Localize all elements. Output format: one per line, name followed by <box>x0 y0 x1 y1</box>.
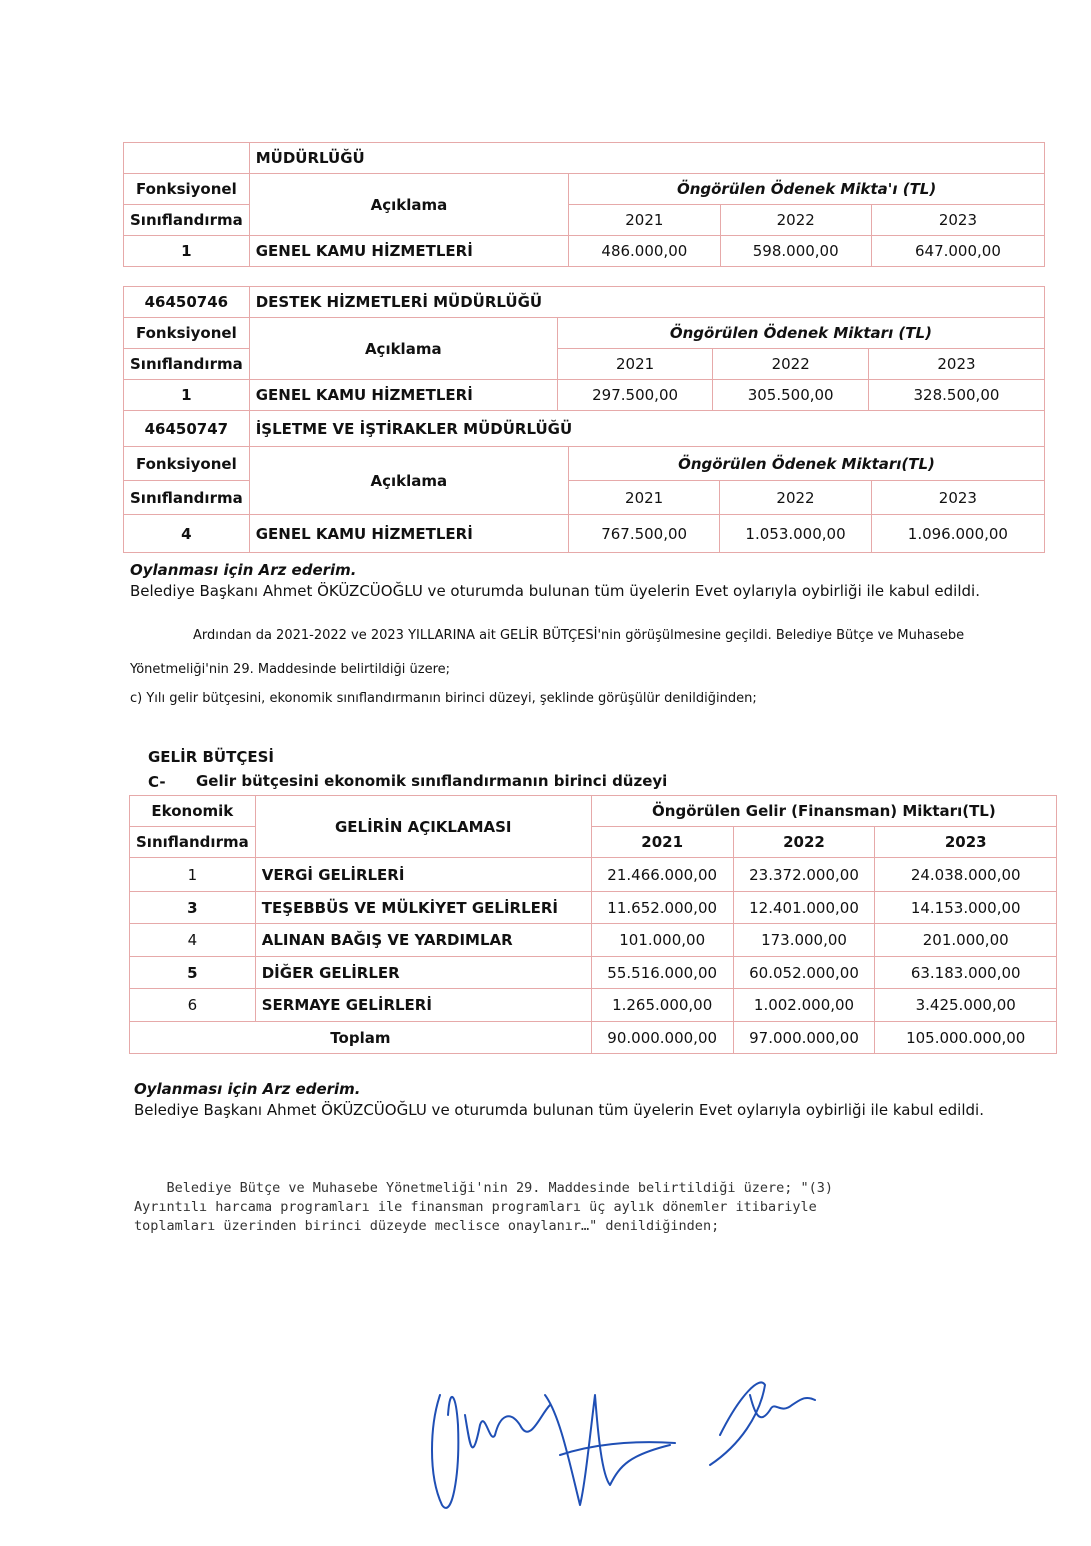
row-value-2021: 21.466.000,00 <box>591 858 733 892</box>
row-value-2023: 24.038.000,00 <box>875 858 1057 892</box>
vote-note-text: Belediye Başkanı Ahmet ÖKÜZCÜOĞLU ve oturumda bulunan tüm üyelerin Evet oylarıyla oybirliği ile kabul edildi. <box>130 582 980 600</box>
typed-line: Belediye Bütçe ve Muhasebe Yönetmeliği'nin 29. Maddesinde belirtildiği üzere; "(3) <box>134 1180 833 1196</box>
row-code: 6 <box>130 989 256 1022</box>
total-label: Toplam <box>130 1022 592 1054</box>
year-2023: 2023 <box>871 205 1044 236</box>
row-value-2022: 23.372.000,00 <box>733 858 875 892</box>
col-func-1: Fonksiyonel <box>124 447 250 481</box>
row-value-2021: 55.516.000,00 <box>591 957 733 989</box>
section-title: GELİR BÜTÇESİ <box>148 748 274 766</box>
table-row <box>124 380 1045 411</box>
col-econ-1: Ekonomik <box>130 796 256 827</box>
budget-table-isletme <box>123 410 1045 553</box>
table-row <box>130 892 1057 924</box>
paragraph-line: Yönetmeliği'nin 29. Maddesinde belirtildiği üzere; <box>130 662 451 677</box>
row-desc: DİĞER GELİRLER <box>255 957 591 989</box>
col-func-1: Fonksiyonel <box>124 318 250 349</box>
row-value-2023: 1.096.000,00 <box>871 515 1044 553</box>
signature-image <box>420 1355 840 1535</box>
row-value-2021: 11.652.000,00 <box>591 892 733 924</box>
col-func-2: Sınıflandırma <box>124 349 250 380</box>
vote-note-heading: Oylanması için Arz ederim. <box>130 561 357 579</box>
row-code: 1 <box>124 380 250 411</box>
year-2021: 2021 <box>569 205 720 236</box>
row-value-2022: 1.053.000,00 <box>720 515 871 553</box>
row-desc: GENEL KAMU HİZMETLERİ <box>249 515 568 553</box>
unit-title: MÜDÜRLÜĞÜ <box>249 143 1044 174</box>
total-2021: 90.000.000,00 <box>591 1022 733 1054</box>
row-value-2021: 767.500,00 <box>568 515 719 553</box>
typed-line: Ayrıntılı harcama programları ile finansman programları üç aylık dönemler itibariyle <box>134 1199 817 1215</box>
unit-title: DESTEK HİZMETLERİ MÜDÜRLÜĞÜ <box>249 287 1044 318</box>
row-code: 1 <box>124 236 250 267</box>
table-row <box>124 236 1045 267</box>
row-code: 4 <box>124 515 250 553</box>
row-value-2023: 63.183.000,00 <box>875 957 1057 989</box>
row-value-2021: 297.500,00 <box>557 380 713 411</box>
row-value-2023: 3.425.000,00 <box>875 989 1057 1022</box>
signature-stroke <box>465 1405 550 1447</box>
row-desc: GENEL KAMU HİZMETLERİ <box>249 236 568 267</box>
row-desc: TEŞEBBÜS VE MÜLKİYET GELİRLERİ <box>255 892 591 924</box>
col-desc: Açıklama <box>249 174 568 236</box>
section-sub-label: C- <box>148 773 166 791</box>
unit-code: 46450747 <box>124 411 250 447</box>
col-amount: Öngörülen Gelir (Finansman) Miktarı(TL) <box>591 796 1056 827</box>
year-2022: 2022 <box>720 481 871 515</box>
year-2022: 2022 <box>713 349 869 380</box>
year-2023: 2023 <box>875 827 1057 858</box>
year-2021: 2021 <box>568 481 719 515</box>
row-code: 1 <box>130 858 256 892</box>
table-row <box>130 989 1057 1022</box>
row-value-2023: 201.000,00 <box>875 924 1057 957</box>
row-code: 3 <box>130 892 256 924</box>
col-func-2: Sınıflandırma <box>124 205 250 236</box>
income-budget-table <box>129 795 1057 1054</box>
vote-note-text: Belediye Başkanı Ahmet ÖKÜZCÜOĞLU ve oturumda bulunan tüm üyelerin Evet oylarıyla oybirliği ile kabul edildi. <box>134 1101 984 1119</box>
row-value-2022: 598.000,00 <box>720 236 871 267</box>
signature-stroke <box>432 1395 458 1508</box>
col-desc: GELİRİN AÇIKLAMASI <box>255 796 591 858</box>
col-amount: Öngörülen Ödenek Mikta'ı (TL) <box>569 174 1045 205</box>
section-sub-text: Gelir bütçesini ekonomik sınıflandırmanın birinci düzeyi <box>196 772 668 790</box>
year-2023: 2023 <box>871 481 1044 515</box>
table-total-row <box>130 1022 1057 1054</box>
year-2023: 2023 <box>868 349 1044 380</box>
row-desc: VERGİ GELİRLERİ <box>255 858 591 892</box>
budget-table-destek <box>123 286 1045 411</box>
signature-stroke <box>710 1382 815 1465</box>
year-2022: 2022 <box>733 827 875 858</box>
unit-title: İŞLETME VE İŞTİRAKLER MÜDÜRLÜĞÜ <box>249 411 1044 447</box>
row-desc: SERMAYE GELİRLERİ <box>255 989 591 1022</box>
row-desc: GENEL KAMU HİZMETLERİ <box>249 380 557 411</box>
col-amount: Öngörülen Ödenek Miktarı(TL) <box>568 447 1044 481</box>
row-code: 5 <box>130 957 256 989</box>
vote-note-heading: Oylanması için Arz ederim. <box>134 1080 361 1098</box>
row-value-2022: 305.500,00 <box>713 380 869 411</box>
paragraph-line: Ardından da 2021-2022 ve 2023 YILLARINA ait GELİR BÜTÇESİ'nin görüşülmesine geçildi. Belediye Bütçe ve Muhasebe <box>193 628 965 643</box>
row-value-2023: 647.000,00 <box>871 236 1044 267</box>
col-func-2: Sınıflandırma <box>124 481 250 515</box>
row-value-2023: 14.153.000,00 <box>875 892 1057 924</box>
budget-table-mudurluk <box>123 142 1045 267</box>
col-amount: Öngörülen Ödenek Miktarı (TL) <box>557 318 1044 349</box>
table-row <box>130 924 1057 957</box>
row-desc: ALINAN BAĞIŞ VE YARDIMLAR <box>255 924 591 957</box>
table-row <box>124 515 1045 553</box>
signature-stroke <box>545 1395 670 1505</box>
col-func-1: Fonksiyonel <box>124 174 250 205</box>
typed-line: toplamları üzerinden birinci düzeyde meclisce onaylanır…" denildiğinden; <box>134 1218 720 1234</box>
row-value-2021: 486.000,00 <box>569 236 720 267</box>
row-value-2021: 1.265.000,00 <box>591 989 733 1022</box>
unit-code: 46450746 <box>124 287 250 318</box>
year-2021: 2021 <box>591 827 733 858</box>
row-value-2021: 101.000,00 <box>591 924 733 957</box>
row-value-2022: 173.000,00 <box>733 924 875 957</box>
table-row <box>130 858 1057 892</box>
row-value-2023: 328.500,00 <box>868 380 1044 411</box>
col-desc: Açıklama <box>249 318 557 380</box>
year-2022: 2022 <box>720 205 871 236</box>
row-value-2022: 1.002.000,00 <box>733 989 875 1022</box>
col-econ-2: Sınıflandırma <box>130 827 256 858</box>
row-value-2022: 12.401.000,00 <box>733 892 875 924</box>
total-2023: 105.000.000,00 <box>875 1022 1057 1054</box>
row-value-2022: 60.052.000,00 <box>733 957 875 989</box>
year-2021: 2021 <box>557 349 713 380</box>
paragraph-line: c) Yılı gelir bütçesini, ekonomik sınıflandırmanın birinci düzeyi, şeklinde görüşülür denildiğinden; <box>130 691 757 706</box>
row-code: 4 <box>130 924 256 957</box>
col-desc: Açıklama <box>249 447 568 515</box>
total-2022: 97.000.000,00 <box>733 1022 875 1054</box>
table-row <box>130 957 1057 989</box>
